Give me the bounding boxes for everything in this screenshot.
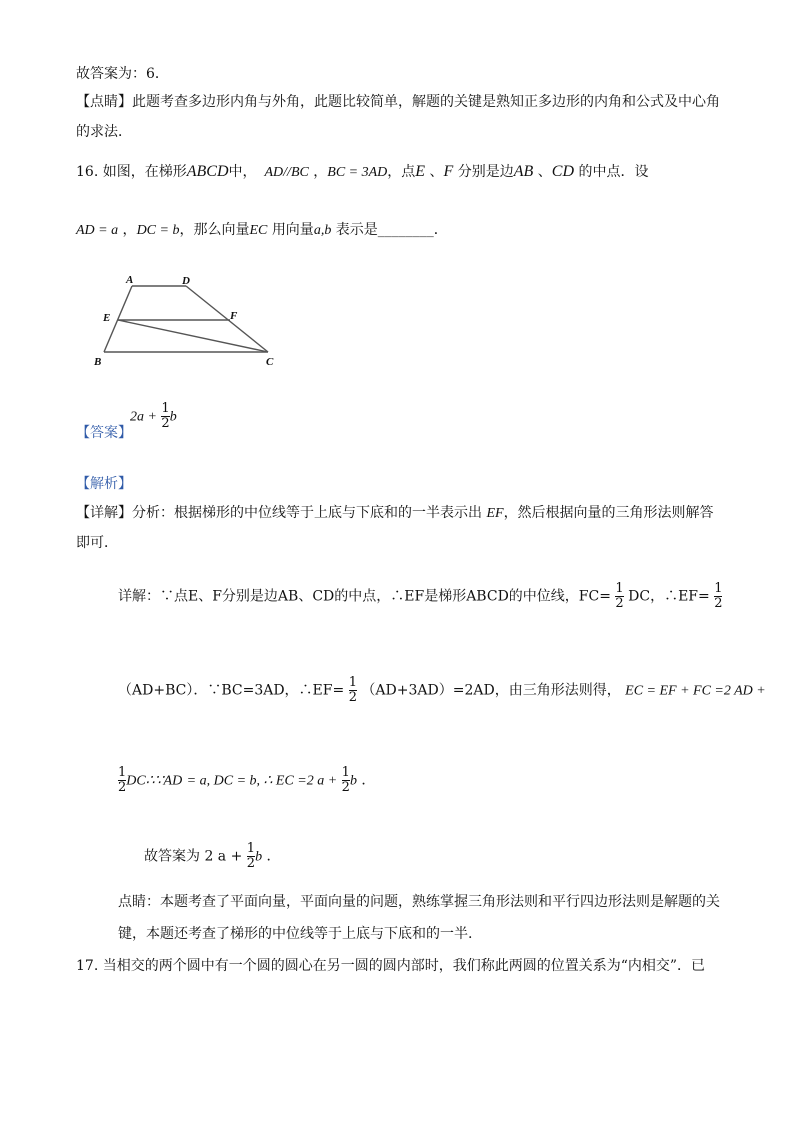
label-a: A	[126, 274, 134, 286]
detail-work-3b: = a, DC = b, ∴ EC =2 a +	[186, 773, 338, 789]
half-4-den: 2	[118, 780, 127, 795]
detail-final-text: 故答案为 2 a +	[144, 848, 243, 865]
half-fraction-5	[342, 766, 350, 795]
half-6-den: 2	[246, 856, 256, 871]
detail-work-3-text: DC∴∵AD	[126, 773, 183, 789]
detail-work-3c: b	[349, 773, 357, 789]
half-6-num: 1	[246, 841, 256, 856]
comment-line-b: 键，本题还考查了梯形的中位线等于上底与下底和的一半.	[118, 926, 473, 942]
answer-line: 故答案为：6．	[76, 66, 169, 82]
detail-work-1	[118, 582, 722, 611]
label-d: D	[182, 275, 190, 287]
half-fraction-3	[349, 676, 357, 705]
q16-text-6: ，那么向量	[179, 222, 250, 238]
q16-ec: EC	[249, 223, 268, 238]
comment-line-a: 点睛：本题考查了平面向量，平面向量的问题，熟练掌握三角形法则和平行四边形法则是解题的关	[118, 894, 720, 910]
analysis-label: 【解析】	[76, 476, 132, 492]
detail-text-1b: ，然后根据向量的三角形法则解答	[503, 505, 714, 521]
half-5-den: 2	[341, 780, 350, 795]
edge-ec	[118, 320, 268, 352]
q16-cd: CD	[551, 163, 574, 180]
half-1-den: 2	[615, 596, 624, 611]
detail-final-dot: ．	[266, 848, 281, 865]
detail-work-2-text: （AD+BC）．∵BC=3AD，∴EF=	[118, 682, 345, 699]
q16-cond-2: BC = 3AD	[327, 165, 388, 180]
detail-final-answer	[144, 842, 281, 871]
question-17: 17. 当相交的两个圆中有一个圆的圆心在另一圆的圆内部时，我们称此两圆的位置关系为“内相交”．已	[76, 958, 706, 974]
detail-work-1-text: 详解：∵点E、F分别是边AB、CD的中点，∴EF是梯形ABCD的中位线，FC=	[118, 588, 611, 605]
half-1-num: 1	[615, 581, 624, 596]
detail-line-2: 即可．	[76, 535, 118, 551]
answer-frac-den: 2	[161, 416, 170, 431]
half-2-den: 2	[714, 596, 723, 611]
half-3-den: 2	[348, 690, 357, 705]
half-3-num: 1	[348, 675, 357, 690]
edge-dc	[186, 286, 268, 352]
detail-work-2b: （AD+3AD）=2AD，由三角形法则得，	[361, 682, 621, 699]
q16-abcd: ABCD	[186, 163, 229, 180]
answer-expression	[130, 402, 177, 431]
q16-e: E	[415, 163, 426, 180]
q16-text-5: 的中点．设	[578, 164, 649, 180]
detail-work-3	[118, 766, 375, 795]
half-fraction-1	[615, 582, 623, 611]
half-5-num: 1	[341, 765, 350, 780]
half-2-num: 1	[714, 581, 723, 596]
label-f: F	[230, 310, 238, 322]
half-fraction-6	[247, 842, 255, 871]
q16-v2: DC = b	[136, 223, 180, 238]
answer-label: 【答案】	[76, 425, 132, 441]
detail-work-2	[118, 676, 766, 705]
answer-term-a: 2a +	[130, 409, 157, 425]
q16-text-7: 用向量	[271, 222, 314, 238]
detail-line-1	[76, 503, 714, 524]
half-fraction-2	[714, 582, 722, 611]
trapezoid-figure	[88, 270, 288, 380]
comment-line-2: 的求法．	[76, 124, 132, 140]
answer-term-b: b	[169, 409, 177, 425]
half-4-num: 1	[118, 765, 127, 780]
q16-v1: AD = a	[76, 223, 119, 238]
q16-text-3: ，点	[387, 164, 416, 180]
q16-ab-vectors: a,b	[313, 223, 332, 238]
label-e: E	[103, 312, 111, 324]
q16-ab: AB	[513, 163, 534, 180]
question-16: 16. 如图，在梯形ABCD中， AD//BC ，BC = 3AD，点E 、F 分别是边AB 、CD 的中点．设	[76, 163, 649, 180]
answer-frac-num: 1	[161, 401, 170, 416]
q16-text-8: 表示是________．	[335, 222, 448, 238]
q16-text-4: 分别是边	[457, 164, 514, 180]
label-b: B	[94, 356, 102, 368]
q16-cond-1: AD//BC	[264, 165, 309, 180]
q16-text-2: 中，	[228, 164, 257, 180]
answer-fraction	[161, 402, 169, 431]
detail-ef: EF	[486, 506, 504, 521]
detail-text-1: 【详解】分析：根据梯形的中位线等于上底与下底和的一半表示出	[76, 505, 482, 521]
detail-work-1b: DC，∴EF=	[628, 588, 710, 605]
detail-work-2c: EC = EF + FC =2 AD +	[625, 683, 766, 699]
detail-work-3d: ．	[361, 772, 376, 789]
q16-f: F	[443, 163, 454, 180]
question-16-vectors: AD = a ，DC = b，那么向量EC 用向量a,b 表示是________．	[76, 222, 448, 238]
q16-text-1: 16. 如图，在梯形	[76, 164, 187, 180]
comment-line-1: 【点睛】此题考查多边形内角与外角，此题比较简单，解题的关键是熟知正多边形的内角和公式及中心角	[76, 94, 720, 110]
detail-final-b: b	[255, 849, 263, 865]
label-c: C	[266, 356, 274, 368]
